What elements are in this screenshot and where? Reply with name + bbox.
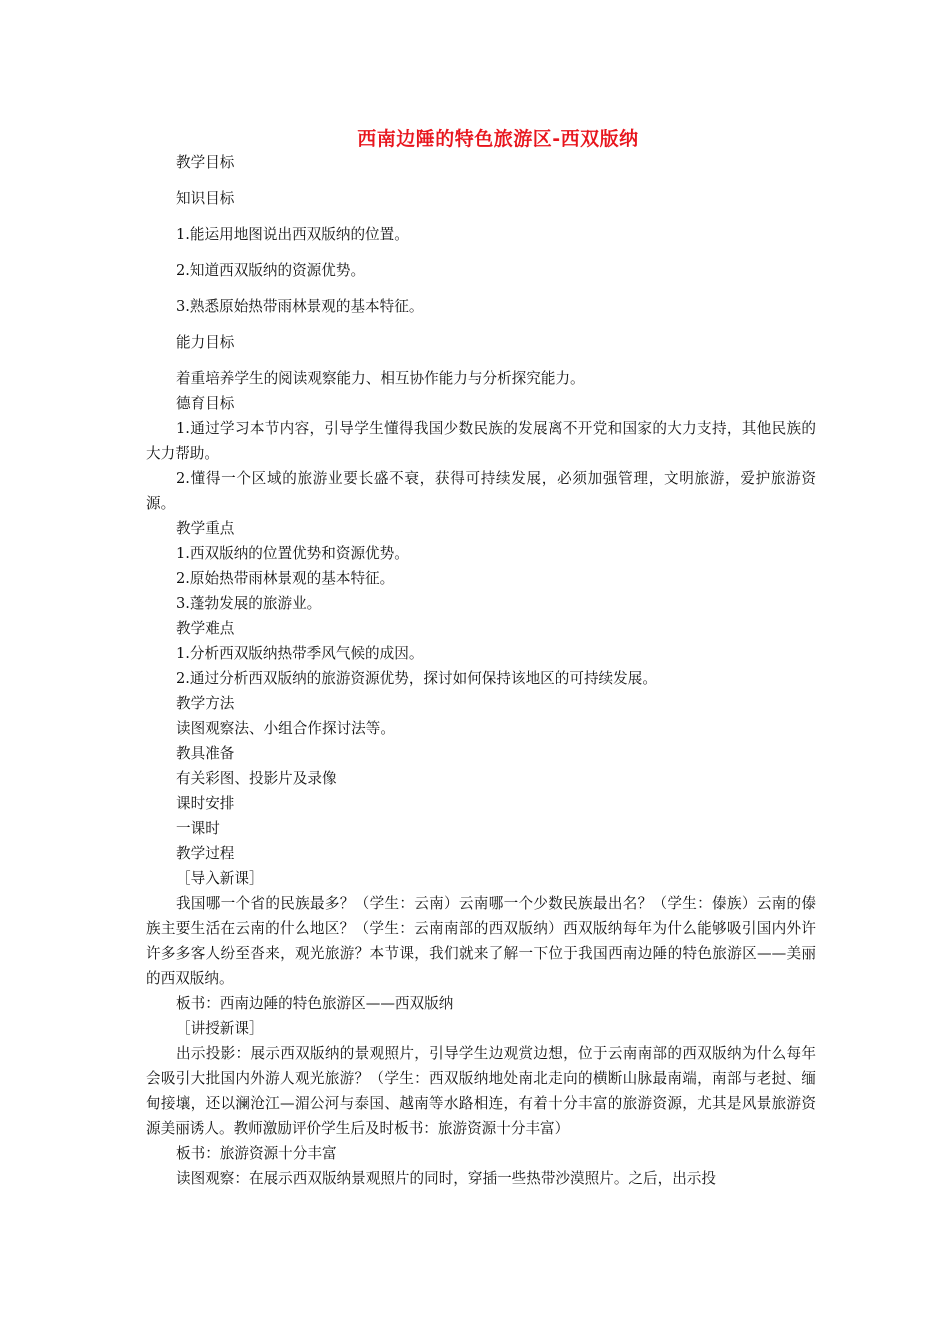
heading-moral-goals: 德育目标 bbox=[176, 395, 235, 412]
heading-schedule: 课时安排 bbox=[176, 795, 235, 812]
heading-materials: 教具准备 bbox=[176, 745, 235, 762]
paragraph: 1.能运用地图说出西双版纳的位置。 bbox=[176, 226, 409, 243]
heading-difficulties: 教学难点 bbox=[176, 620, 235, 637]
document-body bbox=[146, 150, 816, 1191]
heading-knowledge-goals: 知识目标 bbox=[176, 190, 235, 207]
paragraph: 3.蓬勃发展的旅游业。 bbox=[176, 595, 322, 612]
heading-teaching-goals: 教学目标 bbox=[176, 154, 235, 171]
paragraph: 2.知道西双版纳的资源优势。 bbox=[176, 262, 366, 279]
paragraph: 板书：西南边陲的特色旅游区——西双版纳 bbox=[176, 995, 454, 1012]
paragraph: 我国哪一个省的民族最多？（学生：云南）云南哪一个少数民族最出名？（学生：傣族）云南的傣族主要生活在云南的什么地区？（学生：云南南部的西双版纳）西双版纳每年为什么能够吸引国内外许许多多客人纷至沓来，观光旅游？本节课，我们就来了解一下位于我国西南边陲的特色旅游区——美丽的西双版纳。 bbox=[146, 895, 816, 987]
paragraph: 3.熟悉原始热带雨林景观的基本特征。 bbox=[176, 298, 424, 315]
document-title: 西南边陲的特色旅游区-西双版纳 bbox=[357, 128, 639, 150]
paragraph: 着重培养学生的阅读观察能力、相互协作能力与分析探究能力。 bbox=[176, 370, 585, 387]
paragraph: 一课时 bbox=[176, 820, 220, 837]
heading-process: 教学过程 bbox=[176, 845, 235, 862]
heading-ability-goals: 能力目标 bbox=[176, 334, 235, 351]
paragraph: 板书：旅游资源十分丰富 bbox=[176, 1145, 337, 1162]
paragraph: 2.懂得一个区域的旅游业要长盛不衰，获得可持续发展，必须加强管理，文明旅游，爱护旅游资源。 bbox=[146, 470, 816, 512]
paragraph: 1.通过学习本节内容，引导学生懂得我国少数民族的发展离不开党和国家的大力支持，其他民族的大力帮助。 bbox=[146, 420, 816, 462]
paragraph: 2.通过分析西双版纳的旅游资源优势，探讨如何保持该地区的可持续发展。 bbox=[176, 670, 657, 687]
heading-key-points: 教学重点 bbox=[176, 520, 235, 537]
paragraph: 1.西双版纳的位置优势和资源优势。 bbox=[176, 545, 409, 562]
paragraph: 出示投影：展示西双版纳的景观照片，引导学生边观赏边想，位于云南南部的西双版纳为什么每年会吸引大批国内外游人观光旅游？（学生：西双版纳地处南北走向的横断山脉最南端，南部与老挝、缅甸接壤，还以澜沧江—湄公河与泰国、越南等水路相连，有着十分丰富的旅游资源，尤其是风景旅游资源美丽诱人。教师激励评价学生后及时板书：旅游资源十分丰富） bbox=[146, 1045, 816, 1137]
paragraph: 读图观察法、小组合作探讨法等。 bbox=[176, 720, 395, 737]
paragraph: 2.原始热带雨林景观的基本特征。 bbox=[176, 570, 395, 587]
paragraph: 1.分析西双版纳热带季风气候的成因。 bbox=[176, 645, 424, 662]
section-marker: ［导入新课］ bbox=[176, 870, 264, 887]
heading-methods: 教学方法 bbox=[176, 695, 235, 712]
section-marker: ［讲授新课］ bbox=[176, 1020, 264, 1037]
paragraph: 读图观察：在展示西双版纳景观照片的同时，穿插一些热带沙漠照片。之后，出示投 bbox=[176, 1170, 716, 1187]
paragraph: 有关彩图、投影片及录像 bbox=[176, 770, 337, 787]
